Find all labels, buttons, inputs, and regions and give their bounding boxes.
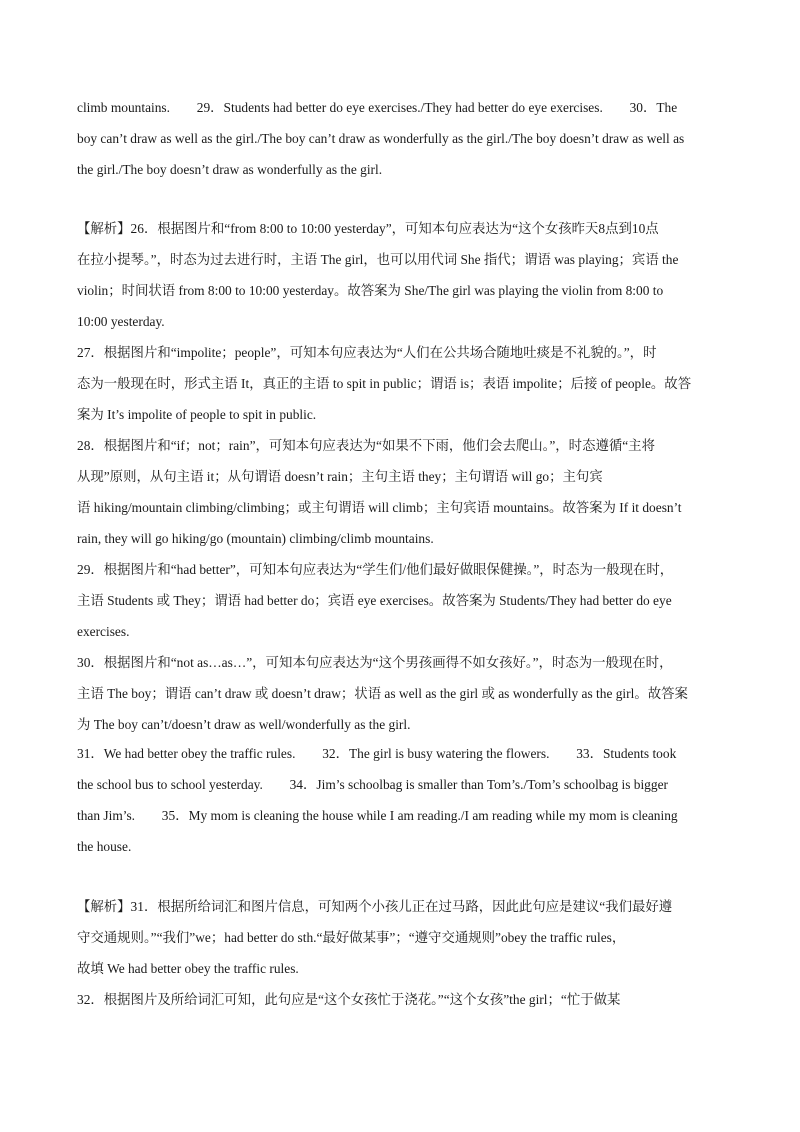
text-line: 29．根据图片和“had better”，可知本句应表达为“学生们/他们最好做眼保健操。”，时态为一般现在时， [77,562,674,577]
text-line: 10:00 yesterday. [77,314,165,329]
text-line: 语 hiking/mountain climbing/climbing；或主句谓语 will climb；主句宾语 mountains。故答案为 If it doesn’t [77,500,682,515]
text-line: 主语 The boy；谓语 can’t draw 或 doesn’t draw；状语 as well as the girl 或 as wonderfully as the girl。故答案 [77,686,688,701]
analysis-heading-line: 【解析】26．根据图片和“from 8:00 to 10:00 yesterday”，可知本句应表达为“这个女孩昨天8点到10点 [77,221,659,236]
text-line: 27．根据图片和“impolite；people”，可知本句应表达为“人们在公共场合随地吐痰是不礼貌的。”，时 [77,345,657,360]
text-line: 主语 Students 或 They；谓语 had better do；宾语 eye exercises。故答案为 Students/They had better do eye [77,593,672,608]
text-line: the girl./The boy doesn’t draw as wonderfully as the girl. [77,162,383,177]
text-line: 28．根据图片和“if；not；rain”，可知本句应表达为“如果不下雨，他们会去爬山。”，时态遵循“主将 [77,438,655,453]
analysis-heading-line: 【解析】31．根据所给词汇和图片信息，可知两个小孩儿正在过马路，因此此句应是建议“我们最好遵 [77,899,673,914]
text-line: 31．We had better obey the traffic rules. 32．The girl is busy watering the flowers. 33．Students took [77,746,677,761]
text-line: 案为 It’s impolite of people to spit in public. [77,407,317,422]
text-line: 在拉小提琴。”，时态为过去进行时，主语 The girl，也可以用代词 She 指代；谓语 was playing；宾语 the [77,252,679,267]
text-line: 30．根据图片和“not as…as…”，可知本句应表达为“这个男孩画得不如女孩好。”，时态为一般现在时， [77,655,673,670]
text-line: than Jim’s. 35．My mom is cleaning the house while I am reading./I am reading while my mom is cleaning [77,808,678,823]
text-line: the house. [77,839,132,854]
text-line: exercises. [77,624,130,639]
text-line: 守交通规则。”“我们”we；had better do sth.“最好做某事”；“遵守交通规则”obey the traffic rules， [77,930,626,945]
text-line: 32．根据图片及所给词汇可知，此句应是“这个女孩忙于浇花。”“这个女孩”the girl；“忙于做某 [77,992,621,1007]
text-line: the school bus to school yesterday. 34．Jim’s schoolbag is smaller than Tom’s./Tom’s schoolbag is bigger [77,777,668,792]
text-line: boy can’t draw as well as the girl./The boy can’t draw as wonderfully as the girl./The boy doesn’t draw as well as [77,131,685,146]
text-line: 态为一般现在时，形式主语 It，真正的主语 to spit in public；谓语 is；表语 impolite；后接 of people。故答 [77,376,692,391]
text-line: violin；时间状语 from 8:00 to 10:00 yesterday。故答案为 She/The girl was playing the violin from 8:00 to [77,283,664,298]
text-line: 从现”原则，从句主语 it；从句谓语 doesn’t rain；主句主语 they；主句谓语 will go；主句宾 [77,469,603,484]
text-line: rain, they will go hiking/go (mountain) climbing/climb mountains. [77,531,434,546]
text-line: 故填 We had better obey the traffic rules. [77,961,299,976]
text-line: climb mountains. 29．Students had better do eye exercises./They had better do eye exercises. 30．The [77,100,678,115]
text-line: 为 The boy can’t/doesn’t draw as well/wonderfully as the girl. [77,717,411,732]
